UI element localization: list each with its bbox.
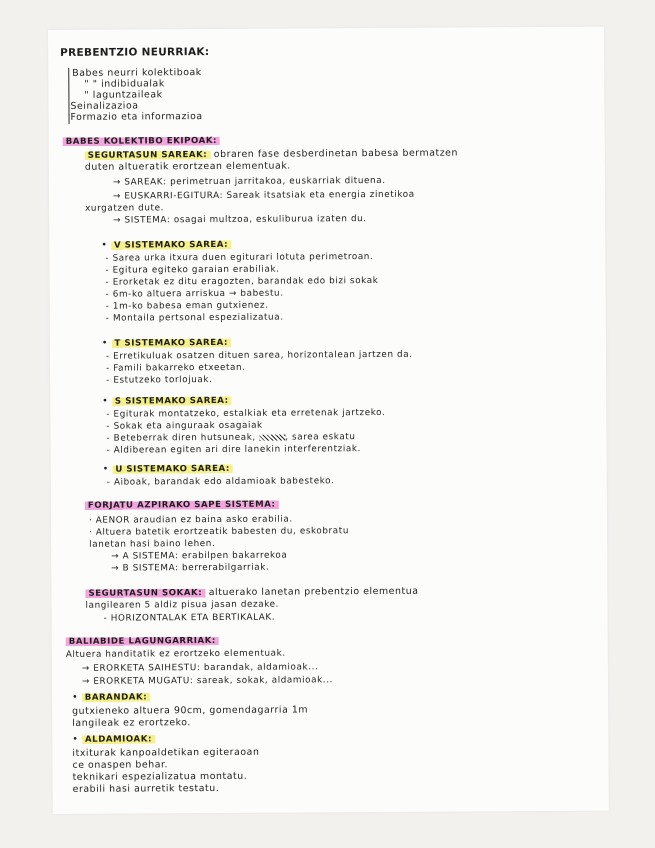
section-heading: BALIABIDE LAGUNGARRIAK:: [66, 635, 219, 648]
section-heading: BABES KOLEKTIBO EKIPOAK:: [63, 135, 220, 148]
list-item: - Erorketak ez ditu eragozten, barandak edo bizi sokak: [105, 275, 379, 288]
subsection-heading: • S SISTEMAKO SAREA:: [102, 395, 231, 408]
text-line: · Altuera batetik erortzeatik babesten du, eskobratu: [89, 526, 350, 538]
list-item: - Montaila pertsonal espezializatua.: [105, 312, 284, 324]
list-item: xurgatzen dute.: [85, 203, 165, 214]
list-item: - HORIZONTALAK ETA BERTIKALAK.: [103, 612, 276, 624]
list-item: - Estutzeko torlojuak.: [106, 375, 213, 386]
page-title: PREBENTZIO NEURRIAK:: [60, 46, 210, 59]
crossed-out-scribble: [259, 434, 285, 440]
subsection-line: SEGURTASUN SAREAK: obraren fase desberdinetan babesa bermatzen: [85, 147, 458, 161]
subsection-heading: • BARANDAK:: [72, 691, 150, 703]
subsection-line: SEGURTASUN SOKAK: altuerako lanetan prebentzio elementua: [85, 586, 418, 600]
intro-line: Babes neurri kolektiboak: [72, 67, 202, 79]
list-item: - Aiboak, barandak edo aldamioak babesteko.: [106, 476, 335, 488]
intro-line: " " indibidualak: [84, 78, 165, 90]
list-item: - Famili bakarreko etxeetan.: [106, 362, 246, 374]
subsection-heading: • U SISTEMAKO SAREA:: [103, 463, 233, 476]
section-heading: FORJATU AZPIRAKO SAPE SISTEMA:: [85, 499, 279, 512]
handwritten-note-page: [48, 27, 609, 814]
text-line: duten altueratik erortzean elementuak.: [84, 160, 291, 173]
text-line: gutxieneko altuera 90cm, gomendagarria 1m: [72, 704, 309, 717]
list-item: - Egitura egiteko garaian erabiliak.: [105, 264, 280, 276]
list-item: - Erretikuluak osatzen dituen sarea, horizontalean jartzen da.: [105, 349, 413, 362]
text-line: teknikari espezializatua montatu.: [72, 770, 248, 783]
list-item: - Sarea urka itxura duen egiturari lotuta perimetroan.: [105, 252, 374, 264]
list-item: - Sokak eta ainguraak osagaiak: [106, 420, 263, 432]
subsection-heading: • T SISTEMAKO SAREA:: [102, 337, 231, 350]
list-item: - Aldiberean egiten ari dire lanekin interferentziak.: [106, 444, 361, 456]
list-item: - Beteberrak diren hutsuneak, , sarea eskatu: [106, 432, 356, 444]
list-item: → SISTEMA: osagai multzoa, eskuliburua izaten du.: [113, 214, 367, 226]
intro-line: Seinalizazioa: [70, 100, 139, 112]
text-line: langileak ez erortzeko.: [72, 717, 191, 729]
intro-line: " laguntzaileak: [84, 89, 163, 101]
list-item: → SAREAK: perimetruan jarritakoa, euskarriak dituena.: [112, 175, 386, 188]
list-item: → A SISTEMA: erabilpen bakarrekoa: [111, 550, 288, 562]
list-item: → ERORKETA SAIHESTU: barandak, aldamioak...: [81, 662, 319, 674]
text-line: · AENOR araudian ez baina asko erabilia.: [88, 514, 293, 526]
list-item: - 6m-ko altuera arriskua → babestu.: [105, 288, 284, 300]
list-item: - 1m-ko babesa eman gutxienez.: [105, 300, 269, 312]
subsection-heading: • ALDAMIOAK:: [72, 733, 155, 746]
text-line: ce onaspen behar.: [72, 759, 169, 771]
text-line: erabili hasi aurretik testatu.: [72, 782, 220, 795]
list-item: → B SISTEMA: berrerabilgarriak.: [111, 562, 270, 574]
text-line: Altuera handitatik ez erortzeko elementuak.: [65, 648, 286, 660]
list-item: → ERORKETA MUGATU: sareak, sokak, aldamioak...: [81, 675, 334, 687]
list-item: → EUSKARRI-EGITURA: Sareak itsatsiak eta energia zinetikoa: [112, 189, 415, 202]
subsection-heading: • V SISTEMAKO SAREA:: [101, 239, 231, 252]
text-line: itxiturak kanpoaldetikan egiteraoan: [72, 746, 260, 759]
list-item: - Egiturak montatzeko, estalkiak eta erretenak jartzeko.: [106, 407, 386, 420]
intro-line: Formazio eta informazioa: [70, 111, 203, 123]
text-line: lanetan hasi baino lehen.: [89, 538, 216, 550]
text-line: langilearen 5 aldiz pisua jasan dezake.: [85, 599, 280, 611]
